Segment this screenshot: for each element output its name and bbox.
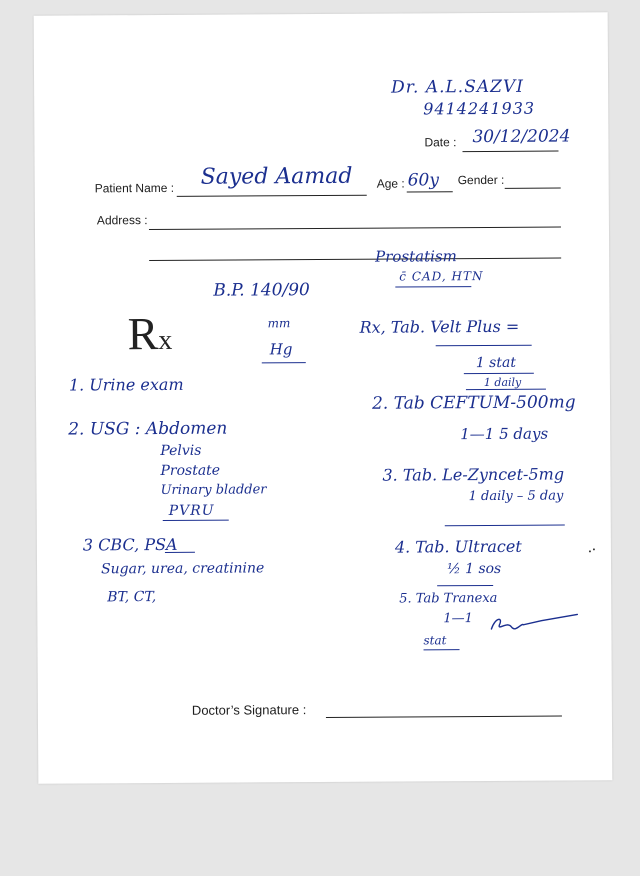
investigation-item: Pelvis bbox=[160, 442, 202, 459]
investigation-item: 2. USG : Abdomen bbox=[68, 418, 228, 440]
diagnosis-underline bbox=[395, 286, 471, 287]
medication-3-name: 3. Tab. Le-Zyncet-5mg bbox=[382, 464, 565, 485]
signature-label: Doctor’s Signature : bbox=[191, 702, 307, 718]
diagnosis-line-2: c̄ CAD, HTN bbox=[399, 269, 484, 284]
age-label: Age : bbox=[376, 176, 405, 191]
medication-2-dose: 1—1 5 days bbox=[460, 424, 549, 444]
date-line bbox=[462, 151, 558, 153]
age-value: 60y bbox=[407, 170, 439, 191]
doctor-name: Dr. A.L.SAZVI bbox=[391, 76, 524, 98]
medication-separator bbox=[466, 389, 546, 390]
gender-label: Gender : bbox=[457, 172, 505, 188]
address-line-2 bbox=[149, 258, 561, 262]
address-label: Address : bbox=[96, 213, 148, 228]
medication-1-name: Rx, Tab. Velt Plus = bbox=[359, 316, 520, 337]
gender-line bbox=[505, 188, 561, 189]
medication-1-dose: 1 stat bbox=[475, 354, 516, 372]
investigation-item: Sugar, urea, creatinine bbox=[100, 560, 265, 578]
diagnosis-line-1: Prostatism bbox=[375, 247, 457, 266]
medication-4-name: 4. Tab. Ultracet bbox=[394, 536, 522, 557]
medication-2-name: 2. Tab CEFTUM-500mg bbox=[371, 392, 576, 414]
bp-unit-top: mm bbox=[267, 316, 291, 331]
signature-line bbox=[326, 716, 562, 718]
date-label: Date : bbox=[424, 135, 457, 150]
prescription-sheet bbox=[34, 12, 613, 783]
investigation-item: Prostate bbox=[160, 462, 221, 479]
medication-5-stat: stat bbox=[423, 633, 447, 648]
medication-5-name: 5. Tab Tranexa bbox=[399, 590, 498, 607]
doctor-initials-scribble bbox=[477, 608, 587, 639]
rx-symbol-r: R bbox=[127, 308, 159, 360]
medication-separator bbox=[464, 373, 534, 374]
bp-reading: B.P. 140/90 bbox=[213, 280, 310, 301]
investigation-item: 3 CBC, PSA bbox=[82, 534, 178, 555]
patient-name-value: Sayed Aamad bbox=[200, 163, 353, 190]
investigation-item: Urinary bladder bbox=[160, 482, 267, 498]
address-line-1 bbox=[149, 227, 561, 231]
bp-unit-underline bbox=[262, 362, 306, 363]
medication-separator bbox=[424, 649, 460, 650]
medication-4-dose: ½ 1 sos bbox=[446, 560, 502, 578]
investigation-underline bbox=[165, 552, 195, 553]
medication-1-dosage: 1 daily bbox=[483, 375, 522, 390]
bp-unit-bottom: Hg bbox=[269, 340, 293, 359]
age-line bbox=[407, 191, 453, 192]
investigation-item: BT, CT, bbox=[107, 589, 157, 606]
date-value: 30/12/2024 bbox=[472, 126, 571, 148]
stray-dots bbox=[587, 546, 597, 556]
medication-separator bbox=[445, 525, 565, 527]
medication-separator bbox=[436, 345, 532, 347]
investigation-item: 1. Urine exam bbox=[68, 374, 184, 395]
patient-name-label: Patient Name : bbox=[94, 180, 175, 196]
investigation-item: PVRU bbox=[168, 502, 215, 519]
patient-name-line bbox=[177, 195, 367, 197]
rx-symbol-x: x bbox=[158, 324, 173, 357]
medication-3-dose: 1 daily – 5 day bbox=[468, 488, 564, 505]
medication-separator bbox=[437, 585, 493, 586]
investigation-underline bbox=[163, 520, 229, 521]
rx-symbol bbox=[127, 307, 172, 360]
doctor-phone: 9414241933 bbox=[423, 98, 536, 119]
medication-5-dose: 1—1 bbox=[443, 611, 473, 627]
